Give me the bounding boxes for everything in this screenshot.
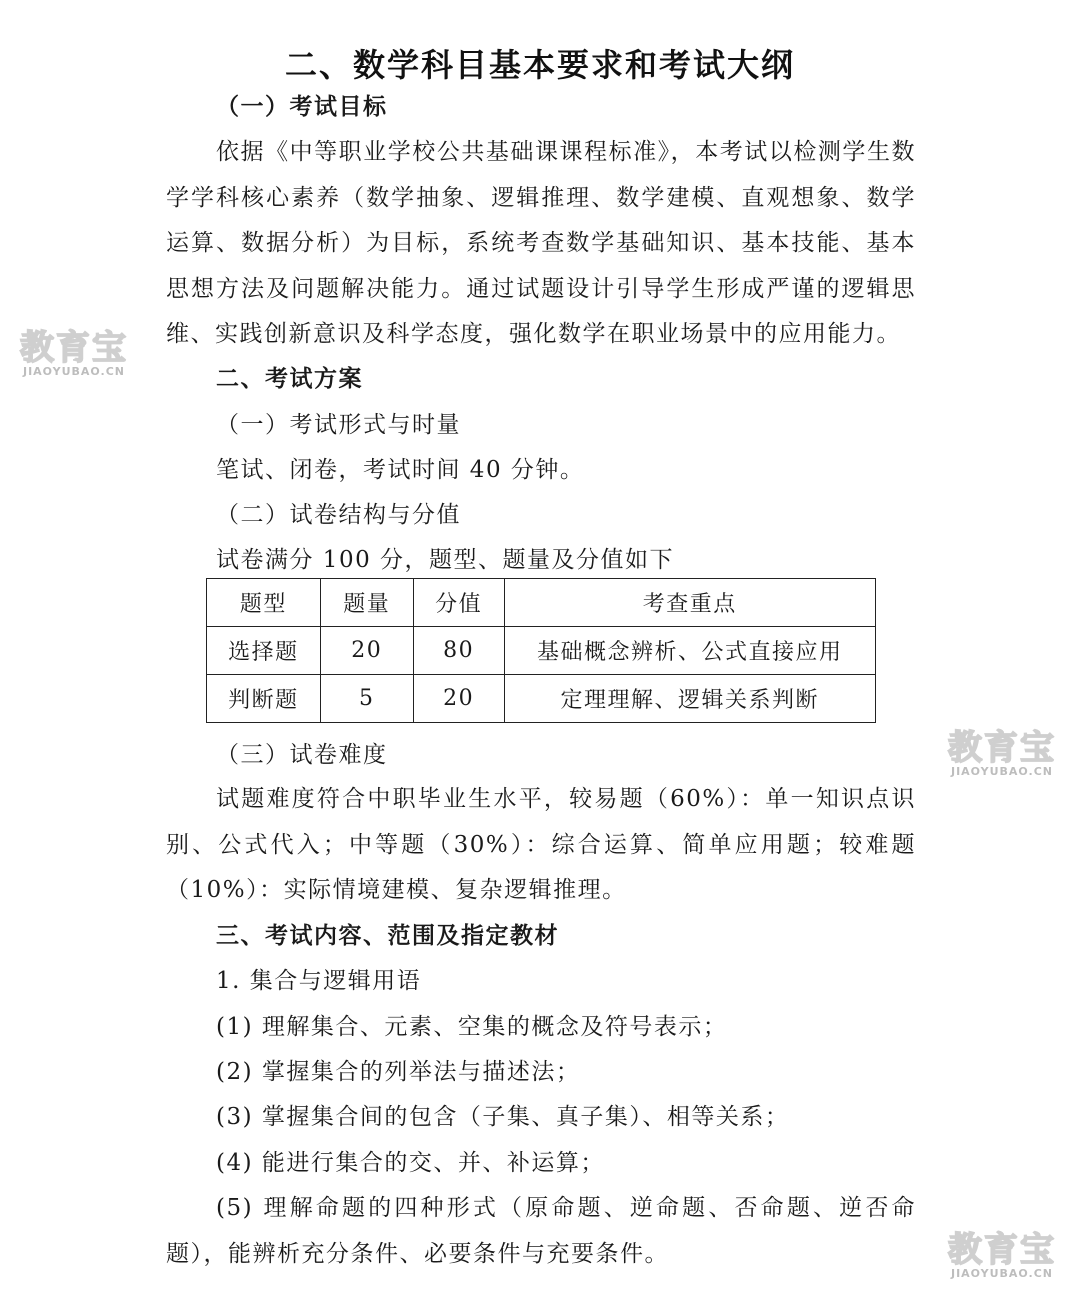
list-item: (3) 掌握集合间的包含（子集、真子集）、相等关系；: [216, 1104, 790, 1130]
section2-heading: 二、考试方案: [216, 365, 363, 392]
table-header-cell: 题型: [207, 579, 321, 627]
table-cell: 80: [413, 627, 504, 675]
table-cell: 选择题: [207, 627, 321, 675]
watermark-cn: 教育宝: [948, 1230, 1056, 1270]
watermark-cn: 教育宝: [948, 728, 1056, 768]
table-header-row: [207, 579, 876, 627]
section3-heading: 三、考试内容、范围及指定教材: [216, 922, 559, 949]
watermark-logo: [14, 330, 134, 378]
sub1-text: 笔试、闭卷，考试时间 40 分钟。: [216, 457, 585, 483]
watermark-en: JIAOYUBAO.CN: [950, 765, 1054, 778]
section1-heading: （一）考试目标: [216, 93, 388, 120]
list-item: (5) 理解命题的四种形式（原命题、逆命题、否命题、逆否命题），能辨析充分条件、必要条件与充要条件。: [166, 1195, 916, 1267]
list-item: (2) 掌握集合的列举法与描述法；: [216, 1059, 581, 1085]
sub2-text: 试卷满分 100 分，题型、题量及分值如下: [216, 547, 675, 573]
watermark-en: JIAOYUBAO.CN: [950, 1267, 1054, 1280]
score-table: [206, 578, 876, 723]
table-cell: 20: [413, 675, 504, 723]
watermark-cn: 教育宝: [20, 328, 128, 368]
sub2-heading: （二）试卷结构与分值: [216, 502, 461, 528]
list-item: (4) 能进行集合的交、并、补运算；: [216, 1150, 605, 1176]
table-cell: 20: [320, 627, 413, 675]
section1-paragraph: 依据《中等职业学校公共基础课课程标准》，本考试以检测学生数学学科核心素养（数学抽象、逻辑推理、数学建模、直观想象、数学运算、数据分析）为目标，系统考查数学基础知识、基本技能、基本思想方法及问题解决能力。通过试题设计引导学生形成严谨的逻辑思维、实践创新意识及科学态度，强化数学在职业场景中的应用能力。: [166, 139, 916, 348]
table-cell: 基础概念辨析、公式直接应用: [504, 627, 875, 675]
table-header-cell: 考查重点: [504, 579, 875, 627]
sub1-heading: （一）考试形式与时量: [216, 412, 461, 438]
watermark-en: JIAOYUBAO.CN: [22, 365, 126, 378]
table-row: [207, 675, 876, 723]
table-cell: 5: [320, 675, 413, 723]
table-row: [207, 627, 876, 675]
table-cell: 定理理解、逻辑关系判断: [504, 675, 875, 723]
page-title: 二、数学科目基本要求和考试大纲: [284, 46, 795, 84]
item1-heading: 1. 集合与逻辑用语: [216, 968, 422, 994]
watermark-logo: [942, 730, 1062, 778]
table-header-cell: 题量: [320, 579, 413, 627]
table-cell: 判断题: [207, 675, 321, 723]
sub3-paragraph: 试题难度符合中职毕业生水平，较易题（60%）：单一知识点识别、公式代入；中等题（30%）：综合运算、简单应用题；较难题（10%）：实际情境建模、复杂逻辑推理。: [166, 786, 916, 904]
list-item: (1) 理解集合、元素、空集的概念及符号表示；: [216, 1014, 728, 1040]
table-header-cell: 分值: [413, 579, 504, 627]
watermark-logo: [942, 1232, 1062, 1280]
sub3-heading: （三）试卷难度: [216, 742, 388, 768]
